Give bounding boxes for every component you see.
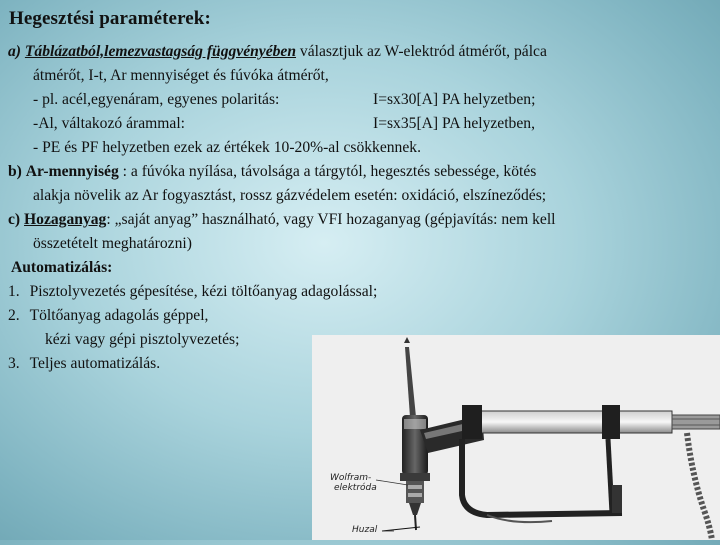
- figure-label-electrode: [330, 473, 377, 493]
- automation-item-2-text: Töltőanyag adagolás géppel,: [29, 307, 209, 324]
- item-a-text-1: választjuk az W-elektród átmérőt, pálca: [296, 43, 547, 60]
- item-b-label: b): [8, 163, 22, 180]
- item-b-line-1: [8, 160, 712, 184]
- item-c-label: c): [8, 211, 21, 228]
- item-a-sub-1: [8, 88, 712, 112]
- item-a-sub-2-left: -Al, váltakozó árammal:: [33, 115, 185, 132]
- item-c-text-1: : „saját anyag” használható, vagy VFI hozaganyag (gépjavítás: nem kell: [106, 211, 556, 228]
- item-c-line-2: összetételt meghatározni): [33, 235, 192, 252]
- automation-heading: Automatizálás:: [11, 259, 113, 276]
- automation-item-2: [8, 304, 712, 328]
- item-a-sub-2-right: I=sx35[A] PA helyzetben,: [373, 115, 535, 132]
- automation-item-1-text: Pisztolyvezetés gépesítése, kézi töltőanyag adagolással;: [29, 283, 378, 300]
- item-a-sub-3: - PE és PF helyzetben ezek az értékek 10-20%-al csökkennek.: [33, 139, 421, 156]
- figure-label-electrode-2: elektróda: [334, 483, 377, 493]
- automation-item-2-num: 2.: [8, 307, 20, 324]
- item-a-sub-1-left: - pl. acél,egyenáram, egyenes polaritás:: [33, 91, 280, 108]
- item-b-text-1: : a fúvóka nyílása, távolsága a tárgytól, hegesztés sebessége, kötés: [118, 163, 537, 180]
- item-a-label: a): [8, 43, 21, 60]
- welding-torch-figure: [312, 335, 720, 540]
- automation-item-1: [8, 280, 712, 304]
- item-a-line-2: átmérőt, I-t, Ar mennyiséget és fúvóka átmérőt,: [33, 67, 329, 84]
- slide-content: [8, 40, 712, 376]
- automation-item-3-text: Teljes automatizálás.: [29, 355, 161, 372]
- slide-title: Hegesztési paraméterek:: [9, 8, 211, 29]
- item-b-bold: Ar-mennyiség: [25, 163, 119, 180]
- item-a-sub-2: [8, 112, 712, 136]
- filler-wire: [382, 527, 420, 531]
- item-c-line-1: [8, 208, 712, 232]
- item-a-line-1: [8, 40, 712, 64]
- item-b-line-2: alakja növelik az Ar fogyasztást, rossz gázvédelem esetén: oxidáció, elszíneződés;: [33, 187, 547, 204]
- automation-item-2-cont: kézi vagy gépi pisztolyvezetés;: [45, 331, 240, 348]
- automation-item-3-num: 3.: [8, 355, 20, 372]
- automation-item-1-num: 1.: [8, 283, 20, 300]
- figure-label-electrode-1: Wolfram-: [330, 473, 372, 483]
- welding-torch-drawing: [312, 335, 720, 540]
- figure-label-huzal: Huzal: [352, 525, 378, 535]
- item-a-emphasis: Táblázatból,lemezvastagság függvényében: [24, 43, 297, 60]
- hose: [687, 433, 712, 540]
- wire-feed-frame: [462, 439, 622, 522]
- tungsten-electrode: [404, 337, 416, 417]
- torch-handle: [462, 405, 720, 439]
- item-c-bold: Hozaganyag: [24, 211, 107, 228]
- item-a-sub-1-right: I=sx30[A] PA helyzetben;: [373, 91, 536, 108]
